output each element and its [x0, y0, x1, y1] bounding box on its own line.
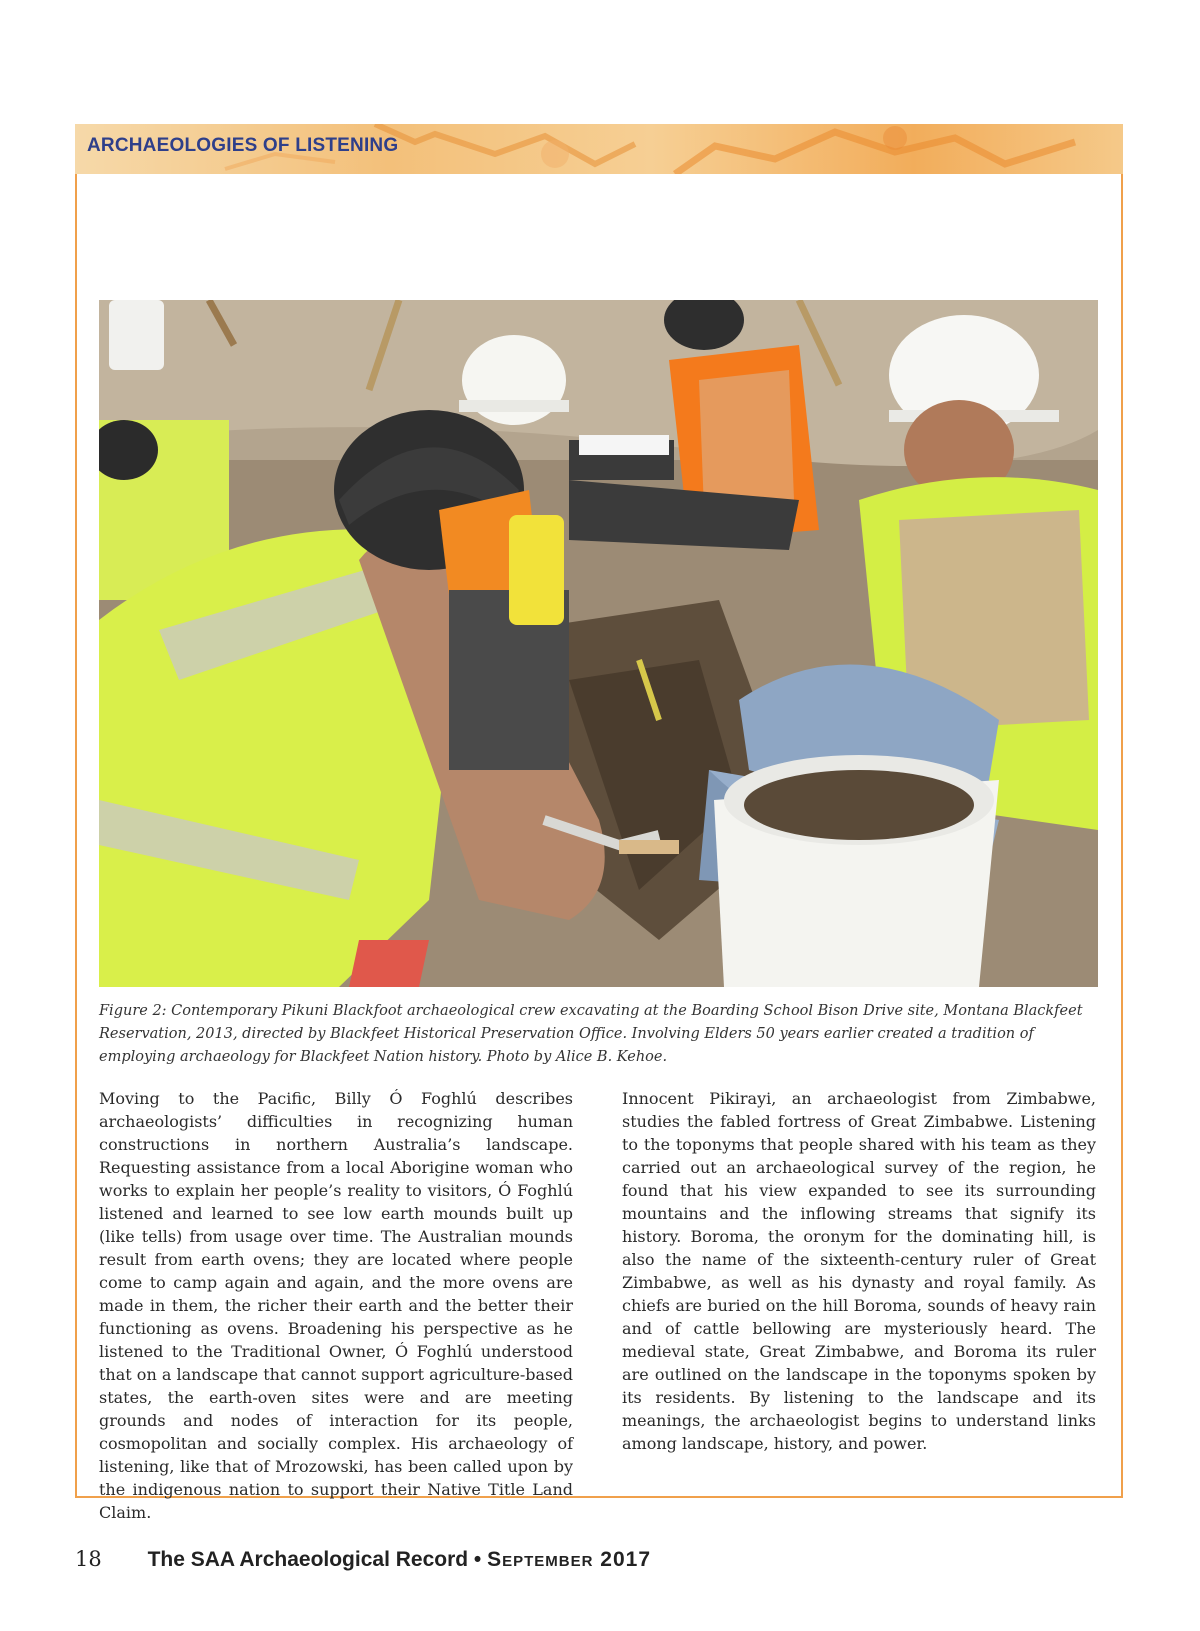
page-footer — [75, 1547, 651, 1572]
photo-illustration — [99, 300, 1098, 987]
section-banner — [75, 124, 1123, 174]
body-column-left: Moving to the Pacific, Billy Ó Foghlú describes archaeologists’ difficulties in recognizing human constructions in northern Australia’s landscape. Requesting assistance from a local Aborigine woman who works to explain her people’s reality to visitors, Ó Foghlú listened and learned to see low earth mounds built up (like tells) from usage over time. The Australian mounds result from earth ovens; they are located where people come to camp again and again, and the more ovens are made in them, the richer their earth and the better their functioning as ovens. Broadening his perspective as he listened to the Traditional Owner, Ó Foghlú understood that on a landscape that cannot support agriculture-based states, the earth-oven sites were and are meeting grounds and nodes of interaction for its people, cosmopolitan and socially complex. His archaeology of listening, like that of Mrozowski, has been called upon by the indigenous nation to support their Native Title Land Claim. — [99, 1089, 573, 1522]
figure-caption: Figure 2: Contemporary Pikuni Blackfoot archaeological crew excavating at the Boarding School Bison Drive site, Montana Blackfeet Reservation, 2013, directed by Blackfeet Historical Preservation Office. Involving Elders 50 years earlier created a tradition of employing archaeology for Blackfeet Nation history. Photo by Alice B. Kehoe. — [99, 1003, 1083, 1065]
issue-date: September 2017 — [487, 1548, 652, 1571]
section-title: ARCHAEOLOGIES OF LISTENING — [87, 135, 399, 156]
page-number: 18 — [75, 1547, 102, 1571]
publication-name: The SAA Archaeological Record • — [147, 1548, 482, 1571]
body-column-right: Innocent Pikirayi, an archaeologist from Zimbabwe, studies the fabled fortress of Great Zimbabwe. Listening to the toponyms that people shared with his team as they carried out an archaeological survey of the region, he found that his view expanded to see its surrounding mountains and the inflowing streams that signify its history. Boroma, the oronym for the dominating hill, is also the name of the sixteenth-century ruler of Great Zimbabwe, as well as his dynasty and royal family. As chiefs are buried on the hill Boroma, sounds of heavy rain and of cattle bellowing are mysteriously heard. The medieval state, Great Zimbabwe, and Boroma its ruler are outlined on the landscape in the toponyms spoken by its residents. By listening to the landscape and its meanings, the archaeologist begins to understand links among landscape, history, and power. — [622, 1089, 1096, 1453]
excavation-photo — [99, 300, 1098, 987]
